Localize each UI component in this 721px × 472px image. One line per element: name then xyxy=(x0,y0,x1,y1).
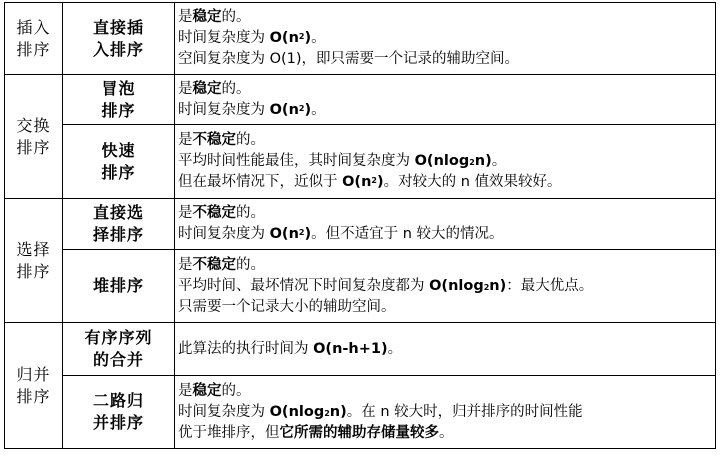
description-cell: 此算法的执行时间为 O(n-h+1)。 xyxy=(175,323,716,376)
method-label: 堆排序 xyxy=(92,276,144,295)
description-cell: 是不稳定的。 平均时间、最坏情况下时间复杂度都为 O(nlog$_2$n)：最大优点。 只需要一个记录大小的辅助空间。 xyxy=(175,250,716,323)
method-label: 直接插 入排序 xyxy=(92,17,144,59)
method-label: 直接选 择排序 xyxy=(92,203,144,244)
method-label: 冒泡 排序 xyxy=(101,78,136,120)
table-row xyxy=(5,75,716,125)
table-row xyxy=(5,3,716,75)
method-ordered-merge xyxy=(63,323,175,376)
method-heap-sort xyxy=(63,250,175,323)
category-label: 选择 排序 xyxy=(16,239,51,281)
category-label: 归并 排序 xyxy=(16,364,51,406)
method-quick-sort xyxy=(63,125,175,199)
method-direct-insert-sort xyxy=(63,3,175,75)
table-row xyxy=(5,199,716,250)
method-direct-select-sort xyxy=(63,199,175,250)
method-label: 快速 排序 xyxy=(101,140,136,182)
category-merge-sort xyxy=(5,323,63,449)
description-cell: 是不稳定的。 时间复杂度为 $O(n^2)$。但不适宜于 n 较大的情况。 xyxy=(175,199,716,250)
table-row xyxy=(5,323,716,376)
description-cell: 是稳定的。 时间复杂度为 $O(n^2)$。 xyxy=(175,75,716,125)
category-select-sort xyxy=(5,199,63,323)
table-row xyxy=(5,125,716,199)
table-row xyxy=(5,250,716,323)
description-cell: 是不稳定的。 平均时间性能最佳，其时间复杂度为 O(nlog$_2$n)。 但在最坏情况下，近似于 $O(n^2)$。对较大的 n 值效果较好。 xyxy=(175,125,716,199)
category-label: 插入 排序 xyxy=(16,17,51,59)
category-label: 交换 排序 xyxy=(16,115,51,157)
description-cell: 是稳定的。 时间复杂度为 O(nlog$_2$n)。在 n 较大时，归并排序的时间性能 优于堆排序，但它所需的辅助存储量较多。 xyxy=(175,376,716,449)
method-label: 二路归 并排序 xyxy=(92,391,144,432)
category-exchange-sort xyxy=(5,75,63,199)
category-insert-sort xyxy=(5,3,63,75)
sorting-algorithms-table xyxy=(4,2,716,449)
method-bubble-sort xyxy=(63,75,175,125)
table-row xyxy=(5,376,716,449)
method-two-way-merge-sort xyxy=(63,376,175,449)
method-label: 有序序列 的合并 xyxy=(84,328,153,369)
description-cell: 是稳定的。 时间复杂度为 $O(n^2)$。 空间复杂度为 O(1)，即只需要一个记录的辅助空间。 xyxy=(175,3,716,75)
